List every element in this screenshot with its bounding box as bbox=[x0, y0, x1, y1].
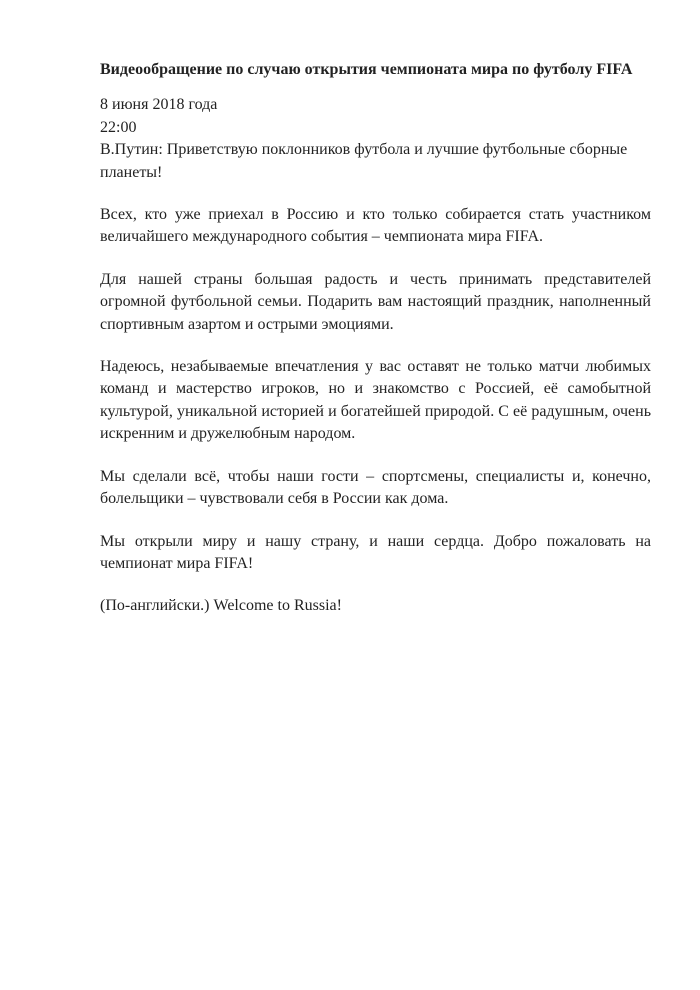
paragraph: Всех, кто уже приехал в Россию и кто только собирается стать участником величайшего международного события – чемпионата мира FIFA. bbox=[100, 206, 651, 246]
paragraph: Мы открыли миру и нашу страну, и наши сердца. Добро пожаловать на чемпионат мира FIFA! bbox=[100, 532, 651, 572]
document-date: 8 июня 2018 года bbox=[100, 96, 218, 114]
closing-line: (По-английски.) Welcome to Russia! bbox=[100, 597, 342, 615]
paragraph: Для нашей страны большая радость и честь принимать представителей огромной футбольной семьи. Подарить вам настоящий праздник, наполненный спортивным азартом и острыми эмоциями. bbox=[100, 270, 651, 333]
document-time: 22:00 bbox=[100, 118, 137, 136]
document-title: Видеообращение по случаю открытия чемпионата мира по футболу FIFA bbox=[100, 61, 633, 78]
speaker-greeting-line: В.Путин: Приветствую поклонников футбола и лучшие футбольные сборные планеты! bbox=[100, 141, 628, 181]
document-content bbox=[100, 59, 651, 618]
paragraph: Мы сделали всё, чтобы наши гости – спортсмены, специалисты и, конечно, болельщики – чувствовали себя в России как дома. bbox=[100, 467, 651, 508]
paragraph: Надеюсь, незабываемые впечатления у вас оставят не только матчи любимых команд и мастерство игроков, но и знакомство с Россией, её самобытной культурой, уникальной историей и богатейшей природой. С её радушным, очень искренним и дружелюбным народом. bbox=[100, 358, 651, 443]
